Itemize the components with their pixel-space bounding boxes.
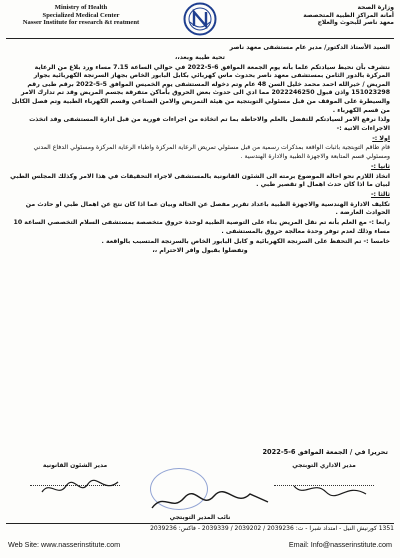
institute-logo-icon bbox=[183, 2, 217, 36]
closing-line: وتفضلوا بقبول وافر الاحترام ،، bbox=[152, 247, 248, 255]
point-paragraph: خامسا :- تم التحفظ على السرنجة الكهربائية و كابل البابور الخاص بالسرنجة المتسبب بالواقعة . bbox=[101, 237, 390, 245]
signature-deputy bbox=[160, 514, 240, 521]
signature-scribble-icon bbox=[150, 488, 270, 514]
request-paragraph: ولذا نرفع الامر لسيادتكم للتفضل بالعلم والاحاطة بما تم اتخاذه من اجراءات فورية من قبل ادارة المستشفى وقد اتخذت الاجراءات الاتية :- bbox=[29, 116, 390, 132]
footer-address: 1351 كورنيش النيل - امتداد شبرا - ت: 2039236 / 2039202 / 2039339 - فاكس: 2039236 bbox=[150, 525, 394, 532]
signature-scribble-icon bbox=[40, 478, 120, 500]
header-arabic bbox=[264, 4, 394, 27]
header-ar-line: وزارة الصحة bbox=[357, 4, 394, 11]
header-ar-line: أمانة المراكز الطبية المتخصصة bbox=[303, 11, 394, 19]
footer-contacts bbox=[8, 540, 392, 549]
point-label: ثانيا :- bbox=[370, 162, 390, 170]
footer-email[interactable]: Email: Info@nasserinstitute.com bbox=[288, 540, 392, 549]
point-paragraph: قام طاقم التوبتجية باثبات الواقعة بمذكرات رسمية من قبل مسئولي تمريض الرعاية المركزة واطباء الرعاية المركزة ومسئولي الدفاع المدني ومسئولي قسم المتابعة والاجهزة الطبية والادارة الهندسية . bbox=[33, 144, 390, 161]
greeting: تحية طيبة وبعد،، bbox=[175, 53, 225, 61]
point-paragraph: رابعا :- مع العلم بأنه تم نقل المريض بناء على التوصية الطبية لوحدة حروق متخصصة بمستشفى السلام التخصصي الساعة 10 مساء وذلك لعدم توفر وحدة معالجة حروق بالمستشفى . bbox=[13, 219, 390, 235]
footer-divider bbox=[6, 523, 394, 524]
header-en-line: Ministry of Health bbox=[54, 4, 108, 11]
header-divider bbox=[6, 38, 394, 39]
point-label: اولا :- bbox=[372, 134, 390, 142]
date-line: تحريرا في / الجمعة الموافق 6-5-2022 bbox=[262, 448, 388, 456]
header-ar-line: معهد ناصر للبحوث والعلاج bbox=[317, 19, 394, 27]
header-en-line: Specialized Medical Center bbox=[42, 11, 120, 19]
signature-title: مدير الاداري التوبتجي bbox=[292, 462, 356, 469]
signature-title: نائب المدير التوبتجي bbox=[169, 514, 231, 521]
point-paragraph: تكليف الادارة الهندسية والاجهزة الطبية باعداد تقرير مفصل عن الحالة وبيان عما اذا كان نتج عن اهمال طبي او حادث من الحوادث العارضة . bbox=[25, 200, 390, 217]
letter-body bbox=[10, 44, 390, 257]
footer-website[interactable]: Web Site: www.nasserinstitute.com bbox=[8, 540, 121, 549]
signature-scribble-icon bbox=[290, 478, 370, 500]
intro-paragraph: نتشرف بأن نحيط سيادتكم علما بأنه يوم الجمعة الموافق 6-5-2022 في حوالي الساعة 7.15 مساء ورد بلاغ من الرعاية المركزة بالدور الثامن بمستشفى معهد ناصر بحدوث ماس كهربائي بكابل البابور الخاص بجهاز السرنجة الكهربائية بجوار المريض / خيرالله احمد محمد خليل السن 48 عام وتم دخوله المستشفى يوم الخميس الموافق 5-5-2022 برقم طبى رقم 151023298 واذن قبول 2022246250 مما ادي الى حدوث بعض الحروق بأماكن متفرقة بجسم المريض وقد تم تدارك الامر والسيطرة على الموقف من قبل مسئولي التوبتجية من هيئة التمريض والامن الصناعي وقسم الكهرباء الطبية وتم فصل الكابل من قسم الكهرباء . bbox=[11, 63, 390, 114]
salutation: السيد الأستاذ الدكتور/ مدير عام مستشفى معهد ناصر bbox=[229, 44, 390, 51]
header-english bbox=[6, 4, 156, 27]
point-label: ثالثا :- bbox=[370, 191, 390, 198]
point-paragraph: اتخاذ اللازم نحو احالة الموضوع برمته الى الشئون القانونية بالمستشفى لاجراء التحقيقات في هذا الامر وكذلك المجلس الطبي لبيان ما اذا كان حدث اهمال او تقصير طبي . bbox=[10, 172, 390, 189]
signature-title: مدير الشئون القانونية bbox=[42, 462, 108, 469]
header-en-line: Nasser Institute for research &t reatment bbox=[22, 19, 140, 27]
